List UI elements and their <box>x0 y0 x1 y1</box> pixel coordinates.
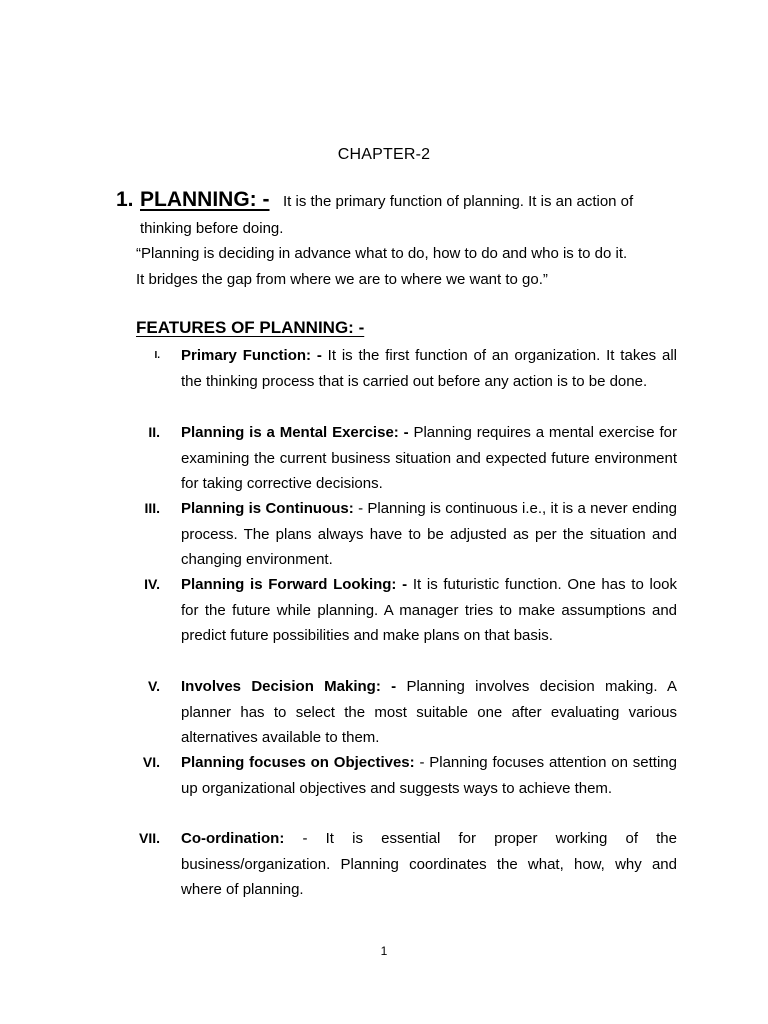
feature-item <box>181 750 677 801</box>
feature-title: Planning focuses on Objectives: <box>181 754 415 771</box>
definition-quote-line-2: It bridges the gap from where we are to where we want to go.” <box>136 271 548 288</box>
section-number: 1. <box>116 188 134 211</box>
feature-title: Involves Decision Making: - <box>181 678 397 695</box>
feature-numeral: VI. <box>142 754 160 770</box>
page-number: 1 <box>380 944 388 958</box>
feature-description: - Planning focuses attention on setting up organizational objectives and suggests ways to achieve them. <box>181 754 677 797</box>
feature-title: Planning is Continuous: <box>181 500 354 517</box>
feature-description: Planning involves decision making. A planner has to select the most suitable one after evaluating various alternatives available to them. <box>181 678 677 747</box>
feature-description: It is futuristic function. One has to look for the future while planning. A manager tries to make assumptions and predict future possibilities and make plans on that basis. <box>181 576 677 645</box>
feature-numeral: V. <box>148 678 160 694</box>
feature-title: Co-ordination: <box>181 830 285 847</box>
feature-description: - Planning is continuous i.e., it is a never ending process. The plans always have to be adjusted as per the situation and changing environment. <box>181 500 677 569</box>
feature-item <box>181 343 677 394</box>
feature-item <box>181 572 677 649</box>
definition-quote-line-1: “Planning is deciding in advance what to do, how to do and who is to do it. <box>136 245 628 262</box>
features-heading: FEATURES OF PLANNING: - <box>136 318 365 337</box>
feature-item <box>181 496 677 573</box>
section-title: PLANNING: - <box>140 188 270 211</box>
feature-numeral: IV. <box>144 576 160 592</box>
feature-description: Planning requires a mental exercise for examining the current business situation and expected future environment for taking corrective decisions. <box>181 424 677 493</box>
feature-description: - It is essential for proper working of the business/organization. Planning coordinates the what, how, why and where of planning. <box>181 830 677 899</box>
feature-description: It is the first function of an organization. It takes all the thinking process that is carried out before any action is to be done. <box>181 347 677 390</box>
feature-item <box>181 826 677 903</box>
feature-title: Primary Function: - <box>181 347 322 364</box>
feature-numeral: I. <box>154 350 160 361</box>
section-lead-text: It is the primary function of planning. It is an action of <box>283 193 634 210</box>
feature-numeral: III. <box>144 500 160 516</box>
feature-title: Planning is a Mental Exercise: - <box>181 424 409 441</box>
feature-numeral: VII. <box>138 830 160 846</box>
chapter-heading: CHAPTER-2 <box>337 146 431 163</box>
feature-item <box>181 674 677 751</box>
section-lead-continuation: thinking before doing. <box>140 220 284 237</box>
feature-numeral: II. <box>148 424 160 440</box>
feature-title: Planning is Forward Looking: - <box>181 576 408 593</box>
feature-item <box>181 420 677 497</box>
